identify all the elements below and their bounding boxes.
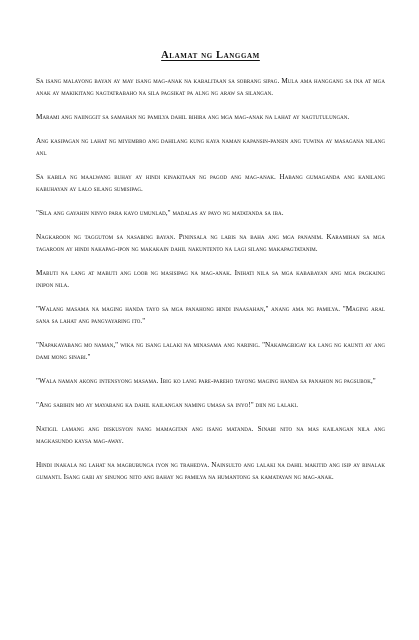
paragraph-13: Hindi inakala ng lahat na magbubunga iyon ng trahedya. Nainsulto ang lalaki na dahil makitid ang isip ay binalak gumanti. Isang gabi ay sinunog nito ang bahay ng pamilya na humantong sa kamatayan ng mag-anak. — [36, 461, 385, 481]
paragraph-9: "Napakayabang mo naman," wika ng isang lalaki na minasama ang narinig. "Nakapagbigay ka lang ng kaunti ay ang dami mong sinabi." — [36, 341, 385, 361]
paragraph-1: Sa isang malayong bayan ay may isang mag-anak na kabalitaan sa sobrang sipag. Mula ama hanggang sa ina at mga anak ay makikitang nagtatrabaho na sila pagsikat pa alng ng araw sa silangan. — [36, 77, 385, 97]
paragraph-2: Marami ang naiinggit sa samahan ng pamilya dahil bihira ang mga mag-anak na lahat ay nagtutulungan. — [36, 113, 350, 121]
paragraph-7: Mabuti na lang at mabuti ang loob ng masisipag na mag-anak. Inihati nila sa mga kababayan ang mga pagkaing inipon nila. — [36, 269, 385, 289]
paragraph-10: "Wala naman akong intensyong masama. Ibig ko lang pare-pareho tayong maging handa sa panahon ng pagsubok," — [36, 377, 376, 385]
document-title: Alamat ng Langgam — [161, 50, 260, 61]
paragraph-8: "Walang masama na maging handa tayo sa mga panahong hindi inaasahan," anang ama ng pamilya. "Maging aral sana sa lahat ang pangyayaring ito." — [36, 305, 385, 325]
paragraph-6: Nagkaroon ng taggutom sa nasabing bayan. Pininsala ng labis na baha ang mga pananim. Karamihan sa mga tagaroon ay hindi nakapag-ipon ng makakain dahil nakuntento na lagi silang makapagtatanim. — [36, 233, 385, 253]
paragraph-4: Sa kabila ng maalwang buhay ay hindi kinakitaan ng pagod ang mag-anak. Habang gumaganda ang kanilang kabuhayan ay lalo silang sumisipag. — [36, 173, 385, 193]
paragraph-5: "Sila ang gayahin ninyo para kayo umunlad," madalas ay payo ng matatanda sa iba. — [36, 209, 284, 217]
paragraph-3: Ang kasipagan ng lahat ng miyembro ang dahilang kung kaya naman kapansin-pansin ang tuwina ay masagana nilang ani. — [36, 137, 385, 157]
paragraph-11: "Ang sabihin mo ay mayabang ka dahil kailangan naming umasa sa inyo!" diin ng lalaki. — [36, 401, 299, 409]
paragraph-12: Natigil lamang ang diskusyon nang mamagitan ang isang matanda. Sinabi nito na mas kailangan nila ang magkasundo kaysa mag-away. — [36, 425, 385, 445]
